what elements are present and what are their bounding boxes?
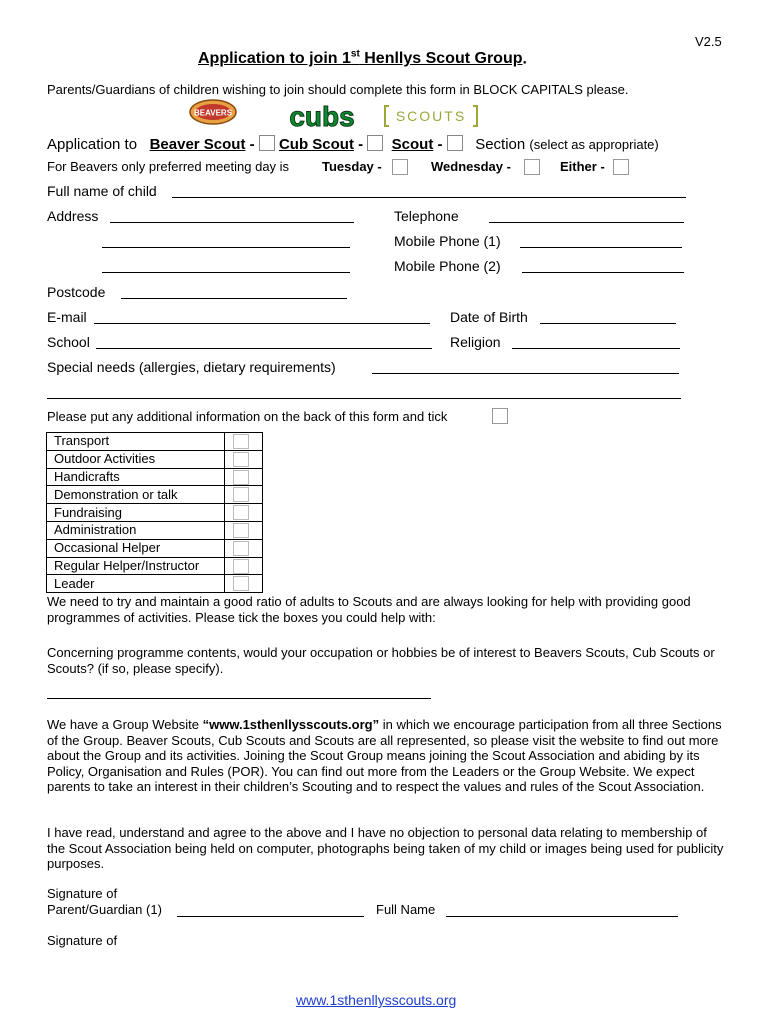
scouts-logo [383,103,479,129]
email-field[interactable] [94,323,430,324]
mobile-2-label: Mobile Phone (2) [394,258,501,274]
website-url: “www.1sthenllysscouts.org” [202,717,380,732]
dob-label: Date of Birth [450,309,528,325]
either-label: Either - [560,159,605,174]
ratio-text: We need to try and maintain a good ratio of adults to Scouts and are always looking for help with providing good programmes of activities. Please tick the boxes you could help with: [47,594,691,625]
address-line-1[interactable] [110,222,354,223]
full-name-sig-field[interactable] [446,916,678,917]
help-item-checkbox-cell [225,450,263,468]
email-label: E-mail [47,309,87,325]
full-name-label: Full name of child [47,183,157,199]
mobile-1-field[interactable] [520,247,682,248]
help-item-checkbox[interactable] [233,576,249,591]
additional-info-checkbox[interactable] [492,408,508,424]
school-field[interactable] [96,348,432,349]
programme-text: Concerning programme contents, would your occupation or hobbies be of interest to Beavers Scouts, Cub Scouts or Scouts? (if so, please specify). [47,645,715,676]
address-label: Address [47,208,99,224]
mobile-1-label: Mobile Phone (1) [394,233,501,249]
signature-1-label-b: Parent/Guardian (1) [47,902,162,917]
help-item-checkbox[interactable] [233,470,249,485]
page-title: Application to join 1st Henllys Scout Group. [198,49,527,68]
tuesday-checkbox[interactable] [392,159,408,175]
version-label: V2.5 [695,34,722,49]
postcode-field[interactable] [121,298,347,299]
help-item-checkbox-cell [225,557,263,575]
help-item-label: Regular Helper/Instructor [47,557,225,575]
help-row [47,504,263,522]
signature-2-label: Signature of [47,933,118,948]
help-item-label: Handicrafts [47,468,225,486]
help-item-label: Leader [47,575,225,593]
cubs-logo [286,101,358,131]
beavers-logo [188,98,238,126]
beaver-scout-checkbox[interactable] [259,135,275,151]
help-item-label: Outdoor Activities [47,450,225,468]
help-item-label: Administration [47,521,225,539]
wednesday-label: Wednesday - [431,159,511,174]
tuesday-label: Tuesday - [322,159,382,174]
beaver-scout-label: Beaver Scout [149,136,246,153]
postcode-label: Postcode [47,284,106,300]
programme-field[interactable] [47,698,431,699]
telephone-label: Telephone [394,208,459,224]
help-row [47,450,263,468]
help-row [47,557,263,575]
help-item-checkbox[interactable] [233,452,249,467]
full-name-sig-label: Full Name [376,902,436,917]
dob-field[interactable] [540,323,676,324]
school-label: School [47,334,90,350]
special-needs-field[interactable] [372,373,679,374]
signature-1-label-a: Signature of [47,886,118,901]
help-item-checkbox[interactable] [233,523,249,538]
help-item-label: Transport [47,433,225,451]
application-row: Application to Beaver Scout - Cub Scout - Scout - Section (select as appropriate) [47,136,659,153]
help-item-checkbox-cell [225,433,263,451]
svg-text:cubs: cubs [289,101,355,131]
help-row [47,575,263,593]
help-item-label: Fundraising [47,504,225,522]
svg-text:BEAVERS: BEAVERS [193,108,233,118]
help-row [47,433,263,451]
cub-scout-checkbox[interactable] [367,135,383,151]
footer-website-link[interactable]: www.1sthenllysscouts.org [296,992,457,1008]
wednesday-checkbox[interactable] [524,159,540,175]
intro-text: Parents/Guardians of children wishing to join should complete this form in BLOCK CAPITALS please. [47,82,629,97]
scout-label: Scout [391,136,434,153]
meeting-day-label: For Beavers only preferred meeting day is [47,159,290,174]
religion-field[interactable] [512,348,680,349]
help-row [47,486,263,504]
help-item-label: Occasional Helper [47,539,225,557]
help-item-checkbox-cell [225,486,263,504]
additional-info-label: Please put any additional information on the back of this form and tick [47,409,448,424]
special-needs-label: Special needs (allergies, dietary requirements) [47,359,336,375]
svg-text:SCOUTS: SCOUTS [395,108,467,124]
address-line-2[interactable] [102,247,350,248]
help-item-checkbox[interactable] [233,505,249,520]
help-item-checkbox-cell [225,504,263,522]
help-item-checkbox[interactable] [233,487,249,502]
help-item-checkbox-cell [225,539,263,557]
religion-label: Religion [450,334,501,350]
help-item-label: Demonstration or talk [47,486,225,504]
consent-text: I have read, understand and agree to the above and I have no objection to personal data relating to membership of the Scout Association being held on computer, photographs being taken of my child or images being used for publicity purposes. [47,825,724,871]
cub-scout-label: Cub Scout [278,136,354,153]
signature-1-field[interactable] [177,916,364,917]
full-name-field[interactable] [172,197,686,198]
either-checkbox[interactable] [613,159,629,175]
help-row [47,539,263,557]
mobile-2-field[interactable] [522,272,684,273]
help-row [47,521,263,539]
telephone-field[interactable] [489,222,684,223]
help-item-checkbox-cell [225,521,263,539]
help-item-checkbox-cell [225,468,263,486]
scout-checkbox[interactable] [447,135,463,151]
address-line-3[interactable] [102,272,350,273]
help-item-checkbox[interactable] [233,434,249,449]
help-item-checkbox[interactable] [233,541,249,556]
help-row [47,468,263,486]
help-item-checkbox-cell [225,575,263,593]
help-item-checkbox[interactable] [233,559,249,574]
website-text: We have a Group Website “www.1sthenllysscouts.org” in which we encourage participation from all three Sections of the Group. Beaver Scouts, Cub Scouts and Scouts are all represented, so please visit the website to find out more about the Group and its activities. Joining the Scout Group means joining the Scout Association and abiding by its Policy, Organisation and Rules (POR). You can find out more from the Leaders or the Group Website. We expect parents to take an interest in their children’s Scouting and to respect the values and rules of the Scout Association. [47,717,722,794]
special-needs-field-2[interactable] [47,398,681,399]
help-table [46,432,263,593]
